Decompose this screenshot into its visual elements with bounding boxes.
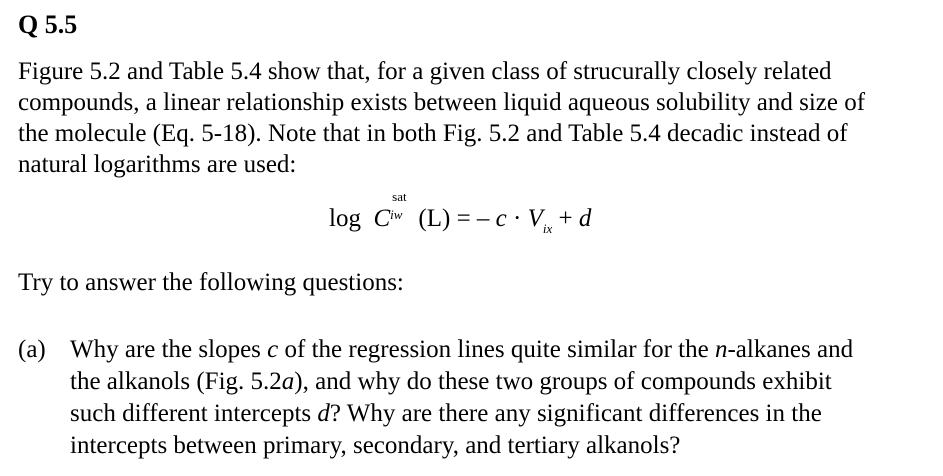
question-a-label: (a) [18, 336, 46, 363]
text-run: -alkanes and [727, 336, 854, 363]
equation-volume-subscript: ix [542, 221, 553, 236]
equation-plus: + [558, 205, 573, 232]
equation-intercept-symbol: d [578, 205, 592, 232]
paragraph-line: compounds, a linear relationship exists between liquid aqueous solubility and size of [18, 89, 866, 116]
italic-n: n [714, 336, 728, 363]
equation-volume-symbol: V [527, 205, 543, 232]
equation-c-superscript: sat [392, 189, 407, 204]
question-title: Q 5.5 [18, 10, 78, 39]
text-run: of the regression lines quite similar for the [278, 336, 715, 363]
question-a-line [70, 334, 932, 366]
text-run: such different intercepts [70, 400, 318, 427]
equation-slope-symbol: c [495, 205, 507, 232]
paragraph-line: the molecule (Eq. 5-18). Note that in both Fig. 5.2 and Table 5.4 decadic instead of [18, 120, 848, 147]
equation-liquid-label: (L) [418, 205, 451, 232]
equation-log: log [329, 205, 361, 232]
equation-dot: · [513, 205, 522, 232]
text-run: ), and why do these two groups of compounds exhibit [294, 368, 832, 395]
italic-a: a [281, 368, 295, 395]
question-a-line [70, 366, 932, 398]
question-a-line [70, 398, 932, 430]
intro-paragraph [18, 56, 933, 180]
italic-c: c [267, 336, 279, 363]
paragraph-line: Figure 5.2 and Table 5.4 show that, for a given class of strucurally closely related [18, 58, 832, 85]
text-run: the alkanols (Fig. 5.2 [70, 368, 282, 395]
equation-c-symbol: C [373, 205, 391, 232]
solubility-equation [329, 189, 592, 239]
equation-c-indices [390, 189, 412, 226]
instruction-text: Try to answer the following questions: [18, 269, 404, 296]
paragraph-line: natural logarithms are used: [18, 151, 297, 178]
equation-equals-minus: = – [456, 205, 490, 232]
text-run: ? Why are there any significant differences in the [329, 400, 822, 427]
text-run: Why are the slopes [70, 336, 268, 363]
question-a-line: intercepts between primary, secondary, and tertiary alkanols? [70, 432, 681, 459]
question-a-text [70, 334, 932, 462]
italic-d: d [317, 400, 330, 427]
equation-c-subscript: iw [390, 207, 403, 222]
